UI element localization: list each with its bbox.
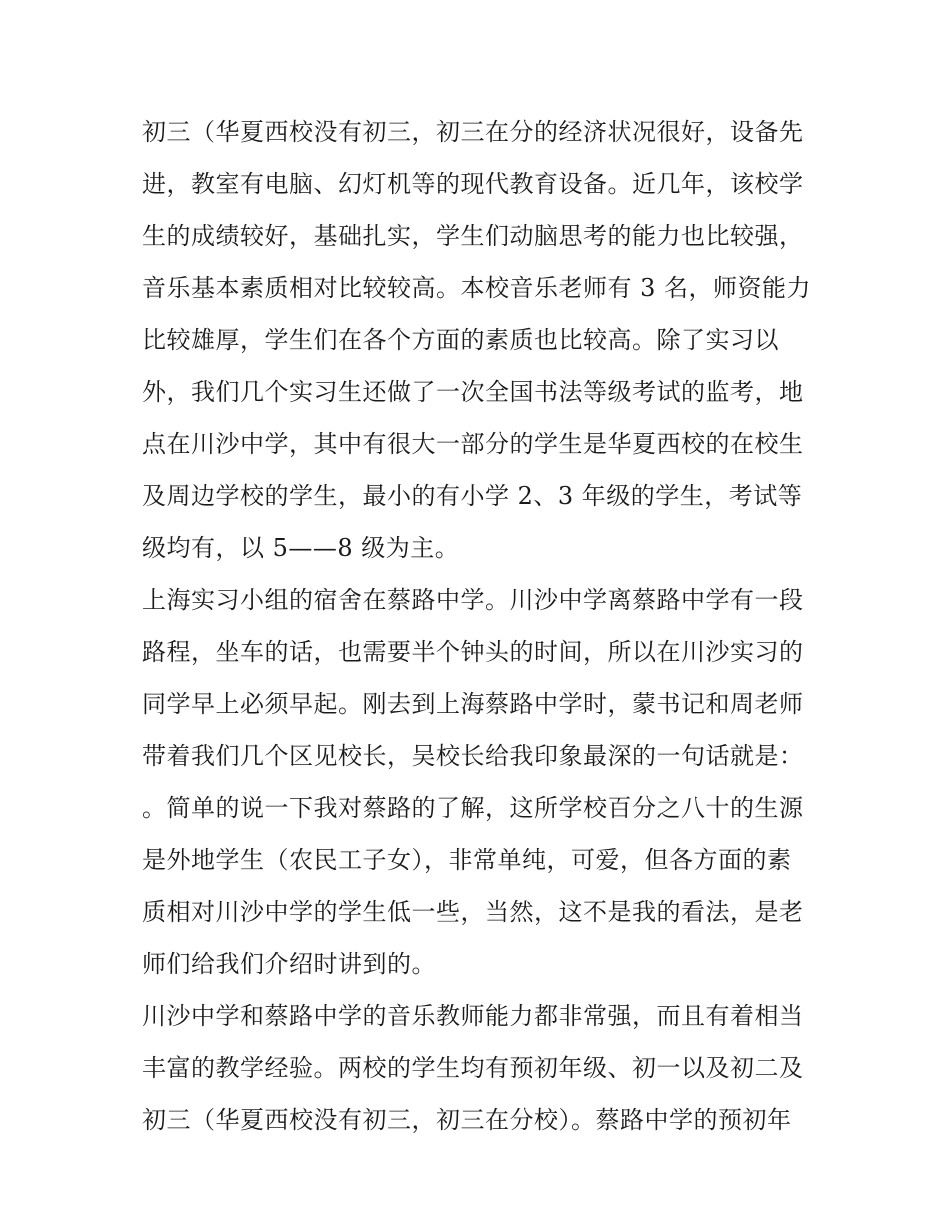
- text-line: 师们给我们介绍时讲到的。: [142, 950, 436, 978]
- text-line: 川沙中学和蔡路中学的音乐教师能力都非常强，而且有着相当: [142, 1002, 804, 1030]
- text-line: 初三（华夏西校没有初三，初三在分校）。蔡路中学的预初年: [142, 1106, 792, 1134]
- text-line: 音乐基本素质相对比较较高。本校音乐老师有 3 名，师资能力: [142, 274, 812, 302]
- text-line: 丰富的教学经验。两校的学生均有预初年级、初一以及初二及: [142, 1054, 804, 1082]
- paragraph-3: [142, 990, 822, 1146]
- text-line: 带着我们几个区见校长，吴校长给我印象最深的一句话就是：: [142, 742, 804, 770]
- text-line: 进，教室有电脑、幻灯机等的现代教育设备。近几年，该校学: [142, 170, 804, 198]
- paragraph-1: [142, 106, 822, 574]
- text-line: 是外地学生（农民工子女），非常单纯，可爱，但各方面的素: [142, 846, 792, 874]
- text-line: 外，我们几个实习生还做了一次全国书法等级考试的监考，地: [142, 378, 804, 406]
- text-line: 质相对川沙中学的学生低一些，当然，这不是我的看法，是老: [142, 898, 804, 926]
- text-line: 。简单的说一下我对蔡路的了解，这所学校百分之八十的生源: [142, 794, 804, 822]
- document-body: [142, 106, 822, 1146]
- paragraph-2: [142, 574, 822, 990]
- text-line: 级均有，以 5——8 级为主。: [142, 534, 460, 562]
- text-line: 点在川沙中学，其中有很大一部分的学生是华夏西校的在校生: [142, 430, 804, 458]
- text-line: 初三（华夏西校没有初三，初三在分的经济状况很好，设备先: [142, 118, 804, 146]
- text-line: 及周边学校的学生，最小的有小学 2、3 年级的学生，考试等: [142, 482, 803, 510]
- text-line: 同学早上必须早起。刚去到上海蔡路中学时，蒙书记和周老师: [142, 690, 804, 718]
- text-line: 上海实习小组的宿舍在蔡路中学。川沙中学离蔡路中学有一段: [142, 586, 804, 614]
- text-line: 生的成绩较好，基础扎实，学生们动脑思考的能力也比较强，: [142, 222, 804, 250]
- text-line: 比较雄厚，学生们在各个方面的素质也比较高。除了实习以: [142, 326, 779, 354]
- text-line: 路程，坐车的话，也需要半个钟头的时间，所以在川沙实习的: [142, 638, 804, 666]
